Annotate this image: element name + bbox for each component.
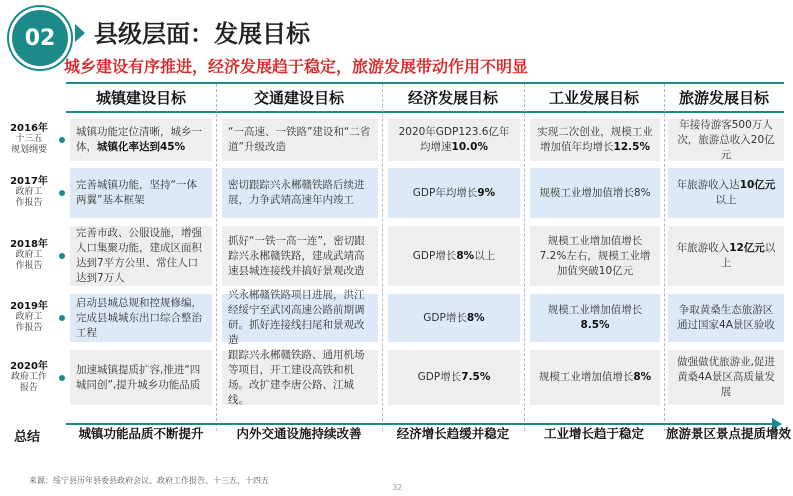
row-label-line: 作报告: [15, 261, 43, 271]
cell-text: [228, 348, 372, 408]
cell-text: [76, 125, 206, 155]
row-label-line: 2020年: [10, 360, 48, 372]
row-label-line: 规划纲要: [10, 145, 47, 155]
cell-highlight: 8.5%: [580, 319, 610, 331]
cell-text-part: 抓好“一铁一高一连”，密切跟踪兴永郴赣铁路，建成武靖高速县城连接线并搞好景观改造: [228, 234, 365, 277]
row-label-line: 作报告: [15, 323, 43, 333]
cell-text: [228, 234, 372, 279]
row-label: [2, 361, 56, 394]
cell-text-part: 年旅游收入达: [676, 179, 740, 191]
cell-highlight: 7.5%: [461, 371, 491, 383]
cell-industry: [530, 350, 660, 405]
cell-highlight: 9%: [477, 186, 496, 199]
cell-text-part: 跟踪兴永郴赣铁路、通用机场等项目，开工建设高铁和机场。改扩建李唐公路、江城线。: [228, 348, 365, 406]
summary-label: 总结: [14, 430, 41, 445]
cell-text: [536, 303, 654, 333]
cell-urban: [70, 119, 212, 161]
cell-tourism: [668, 119, 784, 161]
cell-tourism: [668, 168, 784, 218]
row-label-line: 2016年: [10, 123, 48, 134]
cell-transport: [222, 226, 378, 286]
cell-text-part: 争取黄桑生态旅游区通过国家4A景区验收: [677, 304, 775, 331]
header-bottom-rule: [66, 111, 784, 113]
cell-industry: [530, 226, 660, 286]
column-header-tourism: 旅游发展目标: [678, 88, 769, 107]
cell-text: [539, 370, 651, 385]
cell-text: [536, 234, 654, 279]
row-label-line: 2018年: [10, 239, 48, 250]
page-title: 县级层面：发展目标: [94, 20, 310, 48]
cell-text: [536, 125, 654, 155]
cell-tourism: [668, 350, 784, 405]
cell-text-part: GDP年均增长: [412, 186, 478, 199]
row-label-line: 报告: [19, 382, 38, 393]
cell-text: [674, 118, 778, 163]
cell-highlight: 8%: [456, 249, 475, 262]
row-label-line: 政府工: [15, 250, 43, 260]
row-label-line: 政府工: [15, 312, 43, 322]
timeline-dot-icon: [59, 375, 65, 381]
summary-urban: 城镇功能品质不断提升: [78, 426, 204, 441]
column-divider: [382, 84, 383, 431]
cell-text: [674, 178, 778, 208]
cell-urban: [70, 168, 212, 218]
row-label: [2, 301, 56, 334]
cell-text-part: 做强做优旅游业,促进黄桑4A景区高质量发展: [677, 356, 775, 398]
cell-highlight: 8%: [633, 371, 652, 383]
cell-text: [228, 288, 372, 348]
cell-text-part: 规模工业增加值增长: [547, 304, 643, 316]
cell-text-part: 以上: [720, 242, 776, 269]
cell-text-part: GDP增长: [423, 311, 467, 324]
cell-highlight: 8%: [466, 311, 485, 324]
timeline-dot-icon: [59, 137, 65, 143]
cell-tourism: [668, 226, 784, 286]
cell-text-part: 加速城镇提质扩容,推进“四城同创”,提升城乡功能品质: [76, 363, 201, 391]
cell-highlight: 12.5%: [613, 141, 650, 153]
cell-text: [413, 249, 495, 264]
cell-text: [674, 241, 778, 271]
cell-text-part: 以上: [474, 249, 496, 262]
cell-urban: [70, 350, 212, 405]
column-header-economy: 经济发展目标: [407, 88, 498, 107]
row-label-line: 2017年: [10, 176, 48, 187]
cell-text-part: 启动县城总规和控规修编，完成县城城东出口综合整治工程: [76, 296, 202, 339]
cell-economy: [388, 226, 520, 286]
cell-transport: [222, 350, 378, 405]
cell-tourism: [668, 294, 784, 342]
cell-economy: [388, 119, 520, 161]
cell-text-part: 城镇功能定位清晰，城乡一体，: [76, 126, 202, 153]
cell-urban: [70, 226, 212, 286]
cell-text: [418, 370, 491, 385]
triangle-arrow-icon: [75, 24, 85, 42]
summary-economy: 经济增长趋缓并稳定: [396, 426, 510, 441]
cell-transport: [222, 119, 378, 161]
page-subtitle: 城乡建设有序推进，经济发展趋于稳定，旅游发展带动作用不明显: [64, 57, 529, 76]
timeline-dot-icon: [59, 315, 65, 321]
row-label-line: 十三五: [15, 134, 43, 144]
cell-highlight: 城镇化率达到45%: [97, 141, 186, 153]
section-number-badge: 02: [9, 7, 71, 69]
row-label-line: 政府工: [15, 187, 43, 197]
cell-urban: [70, 294, 212, 342]
cell-text-part: 兴永郴赣铁路项目进展，洪江经绥宁至武冈高速公路前期调研。抓好连接线扫尾和景观改造: [228, 289, 365, 346]
cell-industry: [530, 168, 660, 218]
cell-text-part: 规模工业增加值增长: [538, 371, 634, 383]
cell-text: [228, 178, 372, 208]
row-label: [2, 123, 56, 156]
cell-text-part: 实现二次创业，规模工业增加值年均增长: [537, 126, 653, 153]
cell-text: [228, 125, 372, 155]
cell-text-part: 完善市政、公服设施，增强人口集聚功能，建成区面积达到7平方公里、常住人口达到7万人: [76, 227, 202, 284]
cell-text: [76, 178, 206, 208]
cell-text-part: GDP增长: [417, 371, 462, 383]
cell-economy: [388, 350, 520, 405]
cell-economy: [388, 168, 520, 218]
row-label-line: 2019年: [10, 301, 48, 312]
cell-industry: [530, 119, 660, 161]
cell-text-part: 规模工业增加值增长8%: [539, 186, 651, 199]
cell-transport: [222, 289, 378, 346]
timeline-dot-icon: [59, 190, 65, 196]
cell-text-part: 年旅游收入: [676, 242, 730, 254]
cell-text-part: 规模工业增加值增长7.2%左右，规模工业增加值突破10亿元: [539, 234, 651, 277]
column-divider: [524, 84, 525, 431]
summary-tourism: 旅游景区景点提质增效: [665, 426, 791, 441]
cell-transport: [222, 168, 378, 218]
row-label-line: 作报告: [15, 198, 43, 208]
row-label: [2, 176, 56, 209]
cell-highlight: 12亿元: [729, 242, 765, 254]
cell-text: [394, 125, 514, 155]
row-label: [2, 239, 56, 272]
cell-text: [76, 296, 206, 341]
column-header-urban: 城镇建设目标: [95, 88, 186, 107]
cell-text-part: 密切跟踪兴永郴赣铁路后续进展，力争武靖高速年内竣工: [228, 179, 365, 206]
cell-text-part: 年接待游客500万人次，旅游总收入20亿元: [677, 118, 775, 161]
cell-text-part: 以上: [715, 194, 737, 206]
summary-industry: 工业增长趋于稳定: [543, 426, 644, 441]
row-label-line: 政府工作: [10, 371, 47, 382]
cell-highlight: 10亿元: [739, 179, 776, 191]
cell-text: [76, 226, 206, 286]
cell-highlight: 10.0%: [451, 141, 488, 153]
cell-text-part: GDP增长: [412, 249, 457, 262]
cell-industry: [530, 294, 660, 342]
cell-text-part: 2020年GDP123.6亿年均增速: [398, 126, 510, 153]
column-header-transport: 交通建设目标: [253, 88, 344, 107]
source-note: 来源：绥宁县历年县委县政府会议、政府工作报告、十三五、十四五: [29, 476, 269, 485]
column-divider: [216, 84, 217, 431]
cell-text: [674, 355, 778, 400]
timeline-dot-icon: [59, 253, 65, 259]
cell-text: [539, 186, 650, 201]
cell-text: [76, 363, 206, 393]
cell-economy: [388, 294, 520, 342]
column-divider: [664, 84, 665, 431]
cell-text-part: “一高速、一铁路”建设和“二省道”升级改造: [228, 126, 371, 153]
cell-text: [413, 186, 495, 201]
column-header-industry: 工业发展目标: [548, 88, 639, 107]
cell-text-part: 完善城镇功能，坚持“一体两翼”基本框架: [76, 179, 197, 206]
page-number: 32: [392, 483, 403, 492]
cell-text: [423, 311, 484, 326]
summary-transport: 内外交通设施持续改善: [236, 426, 362, 441]
cell-text: [674, 303, 778, 333]
